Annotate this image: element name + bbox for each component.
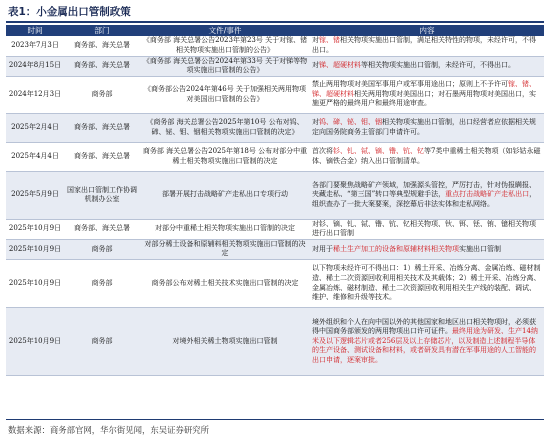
row-date: 2025年10月9日 [6,260,64,308]
row-department: 商务部、海关总署 [64,36,140,56]
row-content [310,56,544,76]
row-content [310,239,544,259]
header-doc: 文件/事件 [140,25,310,36]
row-department: 商务部 [64,260,140,308]
table-header-row [6,25,544,36]
content-text: 对钐、镝、钆、铽、镥、钪、钇相关物项、钬、铒、铥、铕、镱相关物项进行出口管制 [312,219,536,238]
row-document: 部署开展打击战略矿产走私出口专项行动 [140,171,310,219]
row-date: 2025年5月9日 [6,171,64,219]
content-text: 实施出口管制 [459,244,501,253]
row-department: 商务部、海关总署 [64,219,140,239]
content-text: 境外组织和个人在向中国以外的其他国家和地区出口相关物项时，必须获得中国商务部颁发的两用物项出口许可证件。 [312,317,536,336]
header-dept: 部门 [64,25,140,36]
row-department: 商务部、海关总署 [64,56,140,76]
content-text: 相关物项实施出口管制，满足相关特性的物项，未经许可，不得出口。 [312,36,536,54]
row-document: 《商务部 海关总署公告2024年第33号 关于对锑等物项实施出口管制的公告》 [140,56,310,76]
row-department: 国家出口管制工作协调机制办公室 [64,171,140,219]
row-content [310,260,544,308]
row-document: 对部分中重稀土相关物项实施出口管制的决定 [140,219,310,239]
content-text: 首次将 [312,147,333,156]
row-document: 对境外相关稀土物项实施出口管制 [140,308,310,376]
table-row [6,36,544,56]
row-date: 2025年4月4日 [6,142,64,171]
row-date: 2023年7月3日 [6,36,64,56]
row-content [310,76,544,113]
row-department: 商务部、海关总署 [64,113,140,142]
policy-table [6,25,544,376]
row-document: 《商务部 海关总署公告2023年第23号 关于对镓、锗相关物项实施出口管制的公告》 [140,36,310,56]
header-date: 时间 [6,25,64,36]
row-department: 商务部 [64,239,140,259]
caption-rule [6,21,544,23]
content-text: 相关物项实施出口管制，出口经营者应依据相关规定向国务院商务主管部门申请许可。 [312,118,536,136]
content-text: 等7类中重稀土相关物项（如钐钴永磁体、镝铁合金）纳入出口管制清单。 [312,147,541,165]
row-document: 商务部公布对稀土相关技术实施出口管制的决定 [140,260,310,308]
row-content [310,113,544,142]
content-text: 等相关物项实施出口管制，未经许可，不得出口。 [361,61,515,70]
highlight-text: 最终用途为研发、生产14纳米及以下逻辑芯片或者256层及以上存储芯片，以及制造上述制程半导体的生产设备、测试设备和材料，或者研发具有潜在军事用途的人工智能的出口申请，逐案审批。 [312,327,538,364]
table-row [6,239,544,259]
table-row [6,142,544,171]
highlight-text: 镓、锗、锑、超硬材料 [312,80,536,98]
highlight-text: 钨、碲、铋、钼、铟 [319,118,382,127]
table-row [6,76,544,113]
row-department: 商务部、海关总署 [64,142,140,171]
highlight-text: 锑、超硬材料 [319,61,361,70]
content-text: 对 [312,118,319,127]
row-content [310,219,544,239]
row-department: 商务部 [64,308,140,376]
row-document: 《商务部 海关总署公告2025年第10号 公布对钨、碲、铋、钼、铟相关物项实施出口管制的决定》 [140,113,310,142]
row-document: 《商务部公告2024年第46号 关于加强相关两用物项对美国出口管制的公告》 [140,76,310,113]
row-date: 2024年8月15日 [6,56,64,76]
content-text: ，组织查办了一批大案要案，深挖幕后非法实体和走私网络。 [312,190,537,208]
row-date: 2025年10月9日 [6,308,64,376]
table-caption: 表1：小金属出口管制政策 [8,6,131,18]
header-content: 内容 [310,25,544,36]
content-text: 对 [312,61,319,70]
highlight-text: 镓、锗 [319,36,340,45]
row-content [310,171,544,219]
row-date: 2025年10月9日 [6,219,64,239]
content-text: 禁止两用物项对美国军事用户或军事用途出口；原则上不予许可 [312,80,508,89]
content-text: 相关两用物项对美国出口；对石墨两用物项对美国出口，实施更严格的最终用户和最终用途审查。 [312,89,536,108]
table-row [6,171,544,219]
table-row [6,56,544,76]
content-text: 对用于 [312,244,333,253]
row-date: 2025年2月4日 [6,113,64,142]
row-document: 对部分稀土设备和原辅料相关物项实施出口管制的决定 [140,239,310,259]
table-row [6,219,544,239]
row-content [310,308,544,376]
content-text: 各部门要聚焦战略矿产领域，加强源头管控，严厉打击，针对伪报瞒报、夹藏走私、“第三国”转口等典型规避手法， [312,180,536,199]
content-text: 以下物项未经许可不得出口：1）稀土开采、冶炼分离、金属冶炼、磁材制造、稀土二次资源回收利用相关技术及其载体；2）稀土开采、冶炼分离、金属冶炼、磁材制造、稀土二次资源回收利用相关生产线的装配、调试、维护、维修和升级等技术。 [312,264,541,302]
table-row [6,308,544,376]
row-date: 2025年10月9日 [6,239,64,259]
source-note: 数据来源：商务部官网，华尔街见闻，东吴证券研究所 [8,425,209,435]
footer-rule [6,419,544,420]
highlight-text: 钐、钆、铽、镝、镥、钪、钇 [333,147,424,156]
table-row [6,113,544,142]
row-document: 商务部 海关总署公告2025年第18号 公布对部分中重稀土相关物项实施出口管制的决定 [140,142,310,171]
row-content [310,36,544,56]
row-content [310,142,544,171]
row-department: 商务部 [64,76,140,113]
highlight-text: 重点打击战略矿产走私出口 [445,190,530,199]
highlight-text: 稀土生产加工的设备和原辅材料相关物项 [333,244,459,253]
table-row [6,260,544,308]
row-date: 2024年12月3日 [6,76,64,113]
content-text: 对 [312,36,319,45]
table-body [6,36,544,376]
